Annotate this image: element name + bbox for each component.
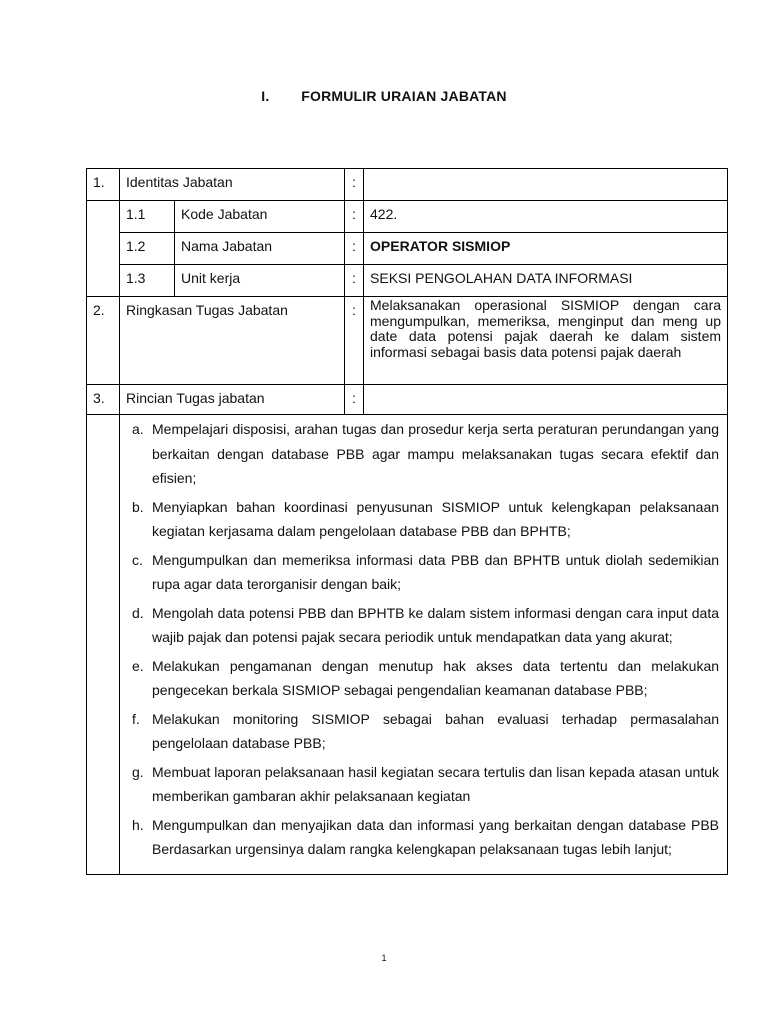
details-row	[87, 385, 728, 415]
details-value	[364, 385, 728, 415]
page-heading	[0, 88, 768, 104]
summary-value: Melaksanakan operasional SISMIOP dengan cara mengumpulkan, memeriksa, menginput dan meng up date data potensi pajak daerah ke dalam sistem informasi sebagai basis data potensi pajak daerah	[364, 297, 728, 385]
row-number: 2.	[87, 297, 120, 385]
row-number: 3.	[87, 385, 120, 415]
sub-label: Unit kerja	[175, 265, 345, 297]
details-label: Rincian Tugas jabatan	[120, 385, 345, 415]
row-number: 1.	[87, 169, 120, 201]
job-code-value: 422.	[364, 201, 728, 233]
task-item	[132, 548, 719, 597]
sub-label: Nama Jabatan	[175, 233, 345, 265]
identity-row	[87, 169, 728, 201]
task-item	[132, 601, 719, 650]
sub-row-name	[87, 233, 728, 265]
sub-number: 1.3	[120, 265, 175, 297]
heading-title: FORMULIR URAIAN JABATAN	[301, 88, 507, 104]
task-text: Membuat laporan pelaksanaan hasil kegiatan secara tertulis dan lisan kepada atasan untuk memberikan gambaran akhir pelaksanaan kegiatan	[152, 763, 720, 804]
task-item	[132, 417, 719, 491]
task-text: Mengumpulkan dan menyajikan data dan informasi yang berkaitan dengan database PBB Berdasarkan urgensinya dalam rangka kelengkapan pelaksanaan tugas lebih lanjut;	[152, 816, 720, 857]
task-item	[132, 495, 719, 544]
task-text: Mengumpulkan dan memeriksa informasi data PBB dan BPHTB untuk diolah sedemikian rupa agar data terorganisir dengan baik;	[152, 551, 720, 592]
task-item	[132, 760, 719, 809]
identity-label: Identitas Jabatan	[120, 169, 345, 201]
task-list-cell	[120, 415, 728, 875]
task-marker: c.	[132, 551, 143, 568]
colon: :	[345, 169, 364, 201]
colon: :	[345, 385, 364, 415]
task-marker: b.	[132, 498, 144, 515]
task-item	[132, 813, 719, 862]
tasks-row	[87, 415, 728, 875]
task-marker: g.	[132, 763, 144, 780]
sub-label: Kode Jabatan	[175, 201, 345, 233]
page-number: 1	[381, 953, 387, 963]
task-text: Mempelajari disposisi, arahan tugas dan prosedur kerja serta peraturan perundangan yang berkaitan dengan database PBB agar mampu melaksanakan tugas secara efektif dan efisien;	[152, 421, 720, 486]
task-text: Melakukan pengamanan dengan menutup hak akses data tertentu dan melakukan pengecekan berkala SISMIOP sebagai pengendalian keamanan database PBB;	[152, 657, 720, 698]
task-text: Melakukan monitoring SISMIOP sebagai bahan evaluasi terhadap permasalahan pengelolaan database PBB;	[152, 710, 720, 751]
task-list	[132, 417, 719, 862]
task-text: Mengolah data potensi PBB dan BPHTB ke dalam sistem informasi dengan cara input data wajib pajak dan potensi pajak secara periodik untuk mendapatkan data yang akurat;	[152, 604, 720, 645]
sub-number: 1.2	[120, 233, 175, 265]
colon: :	[345, 265, 364, 297]
task-marker: f.	[132, 710, 140, 727]
summary-row	[87, 297, 728, 385]
sub-number: 1.1	[120, 201, 175, 233]
colon: :	[345, 201, 364, 233]
task-marker: h.	[132, 816, 144, 833]
task-text: Menyiapkan bahan koordinasi penyusunan SISMIOP untuk kelengkapan pelaksanaan kegiatan kerjasama dalam pengelolaan database PBB dan BPHTB;	[152, 498, 720, 539]
task-item	[132, 707, 719, 756]
task-marker: e.	[132, 657, 144, 674]
work-unit-value: SEKSI PENGOLAHAN DATA INFORMASI	[364, 265, 728, 297]
sub-row-code	[87, 201, 728, 233]
heading-number: I.	[261, 88, 270, 104]
colon: :	[345, 233, 364, 265]
indent-cell	[87, 201, 120, 297]
task-item	[132, 654, 719, 703]
identity-value	[364, 169, 728, 201]
job-name-value: OPERATOR SISMIOP	[364, 233, 728, 265]
colon: :	[345, 297, 364, 385]
indent-cell	[87, 415, 120, 875]
summary-label: Ringkasan Tugas Jabatan	[120, 297, 345, 385]
sub-row-unit	[87, 265, 728, 297]
job-description-table	[86, 168, 728, 875]
task-marker: d.	[132, 604, 144, 621]
task-marker: a.	[132, 421, 144, 437]
